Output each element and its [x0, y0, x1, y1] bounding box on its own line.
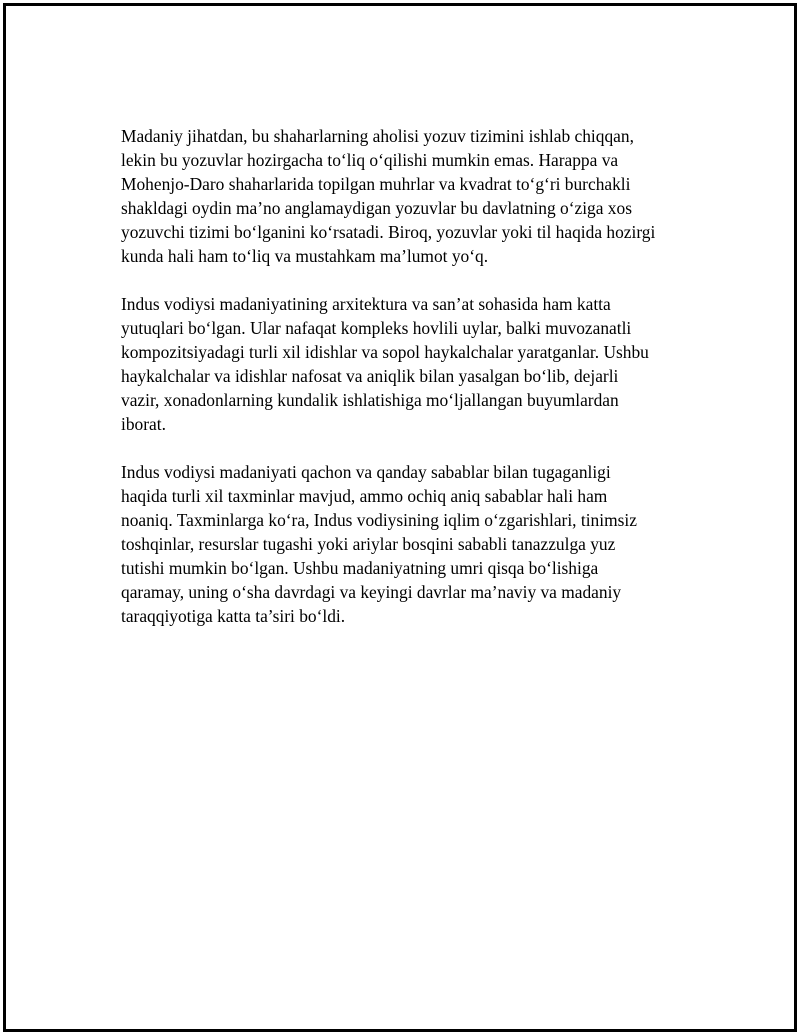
document-body	[121, 124, 701, 652]
text-line: tutishi mumkin bo‘lgan. Ushbu madaniyatning umri qisqa bo‘lishiga	[121, 558, 599, 578]
text-line: toshqinlar, resurslar tugashi yoki ariylar bosqini sababli tanazzulga yuz	[121, 534, 616, 554]
text-line: lekin bu yozuvlar hozirgacha to‘liq o‘qilishi mumkin emas. Harappa va	[121, 150, 619, 170]
text-line: taraqqiyotiga katta ta’siri bo‘ldi.	[121, 606, 346, 626]
text-line: kunda hali ham to‘liq va mustahkam ma’lumot yo‘q.	[121, 246, 489, 266]
text-line: haqida turli xil taxminlar mavjud, ammo ochiq aniq sabablar hali ham	[121, 486, 608, 506]
text-line: Madaniy jihatdan, bu shaharlarning aholisi yozuv tizimini ishlab chiqqan,	[121, 126, 634, 146]
paragraph-decline	[121, 460, 701, 628]
text-line: kompozitsiyadagi turli xil idishlar va sopol haykalchalar yaratganlar. Ushbu	[121, 342, 649, 362]
text-line: Indus vodiysi madaniyatining arxitektura va san’at sohasida ham katta	[121, 294, 611, 314]
paragraph-writing-system	[121, 124, 701, 268]
text-line: qaramay, uning o‘sha davrdagi va keyingi davrlar ma’naviy va madaniy	[121, 582, 622, 602]
text-line: shakldagi oydin ma’no anglamaydigan yozuvlar bu davlatning o‘ziga xos	[121, 198, 632, 218]
text-line: Mohenjo-Daro shaharlarida topilgan muhrlar va kvadrat to‘g‘ri burchakli	[121, 174, 631, 194]
text-line: yutuqlari bo‘lgan. Ular nafaqat kompleks hovlili uylar, balki muvozanatli	[121, 318, 632, 338]
text-line: iborat.	[121, 414, 166, 434]
text-line: Indus vodiysi madaniyati qachon va qanday sabablar bilan tugaganligi	[121, 462, 611, 482]
page	[3, 3, 797, 1032]
text-line: yozuvchi tizimi bo‘lganini ko‘rsatadi. Biroq, yozuvlar yoki til haqida hozirgi	[121, 222, 656, 242]
text-line: noaniq. Taxminlarga ko‘ra, Indus vodiysining iqlim o‘zgarishlari, tinimsiz	[121, 510, 637, 530]
paragraph-architecture-art	[121, 292, 701, 436]
text-line: haykalchalar va idishlar nafosat va aniqlik bilan yasalgan bo‘lib, dejarli	[121, 366, 619, 386]
text-line: vazir, xonadonlarning kundalik ishlatishiga mo‘ljallangan buyumlardan	[121, 390, 619, 410]
